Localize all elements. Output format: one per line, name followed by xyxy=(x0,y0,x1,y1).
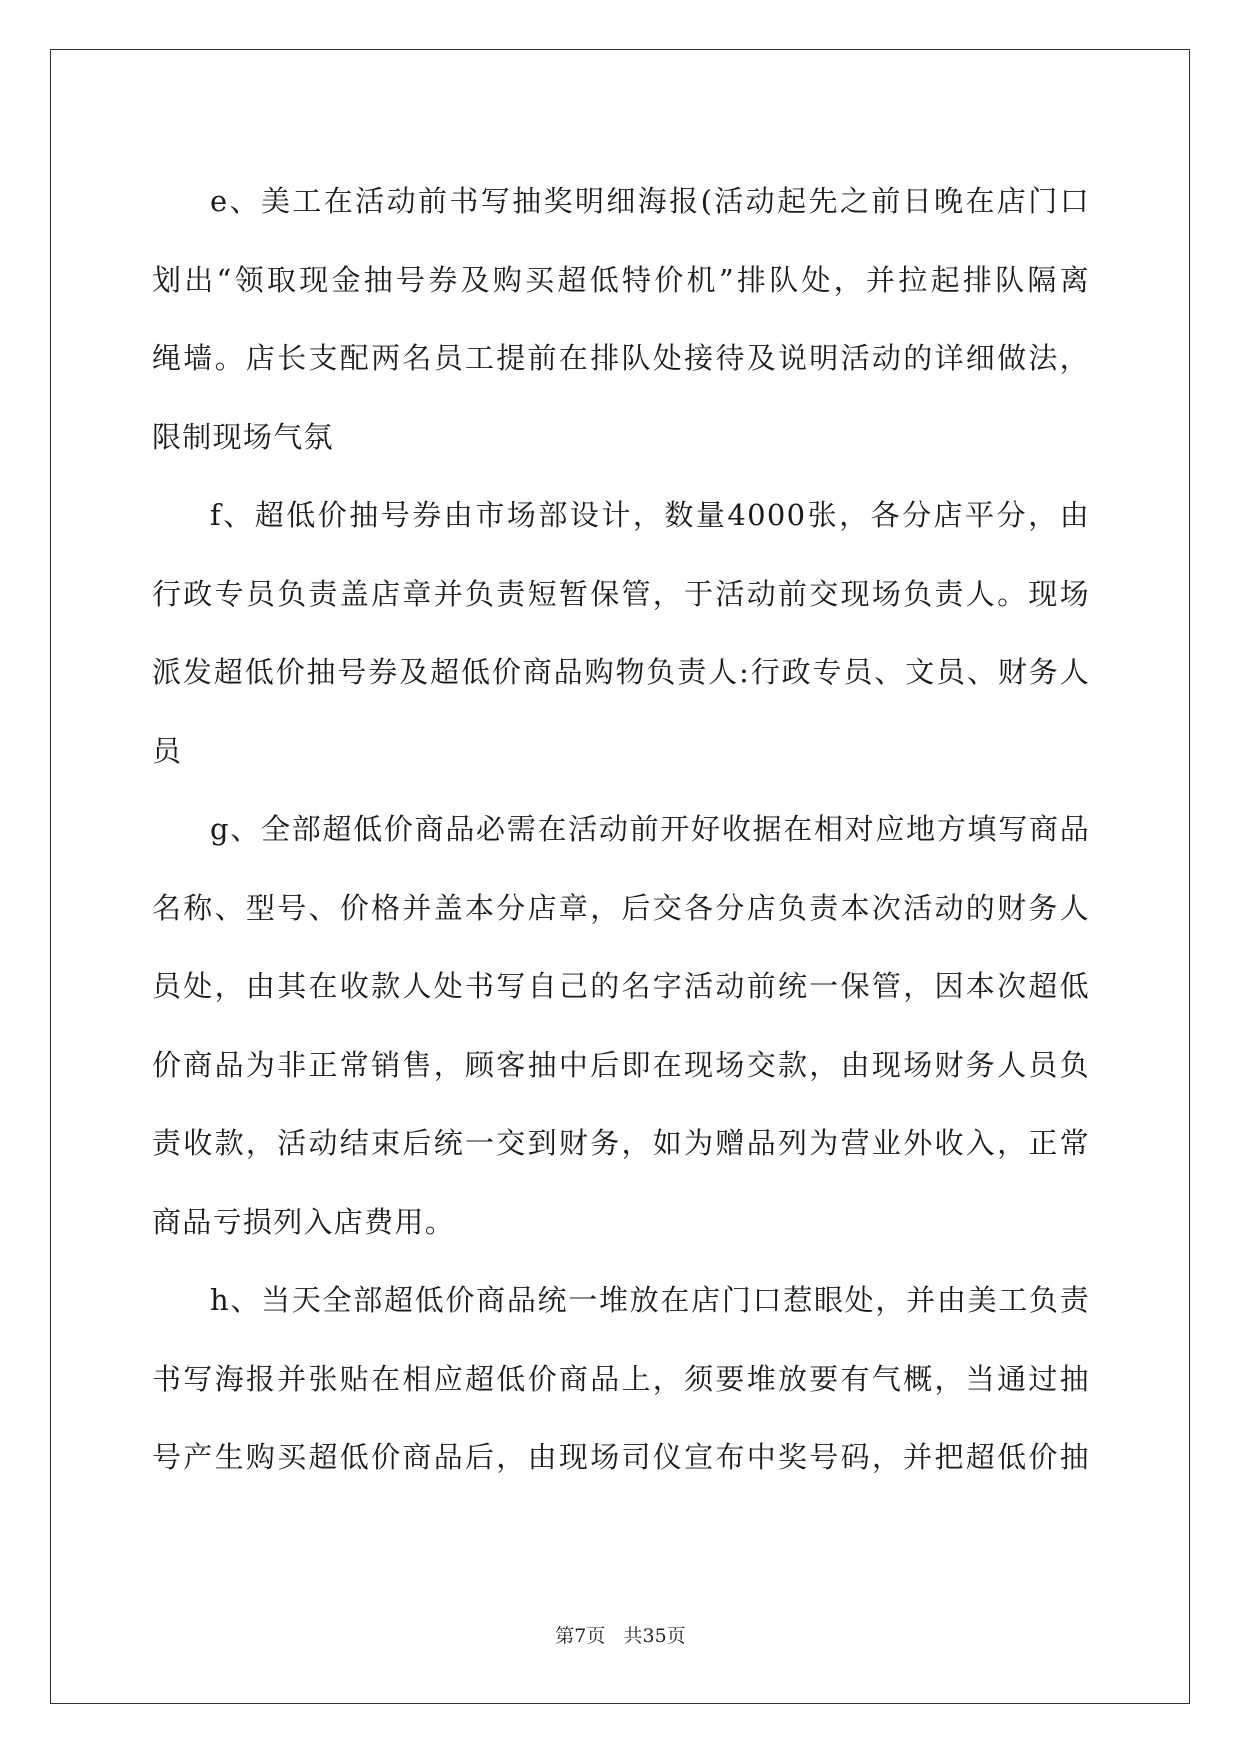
page-footer xyxy=(0,1621,1241,1648)
text-line: 划出“领取现金抽号券及购买超低特价机”排队处，并拉起排队隔离 xyxy=(152,262,1090,297)
text-line: e、美工在活动前书写抽奖明细海报(活动起先之前日晚在店门口 xyxy=(210,184,1090,218)
text-line: 名称、型号、价格并盖本分店章，后交各分店负责本次活动的财务人 xyxy=(152,890,1090,925)
text-line: f、超低价抽号券由市场部设计，数量4000张，各分店平分，由 xyxy=(210,498,1090,532)
text-line: 号产生购买超低价商品后，由现场司仪宣布中奖号码，并把超低价抽 xyxy=(152,1440,1090,1474)
paragraph-h xyxy=(152,1261,1090,1497)
text-line: 价商品为非正常销售，顾客抽中后即在现场交款，由现场财务人员负 xyxy=(152,1047,1090,1082)
text-line: 员 xyxy=(152,733,183,768)
text-line: 绳墙。店长支配两名员工提前在排队处接待及说明活动的详细做法， xyxy=(152,341,1090,375)
paragraph-f xyxy=(152,476,1090,790)
text-line: 派发超低价抽号券及超低价商品购物负责人:行政专员、文员、财务人 xyxy=(152,655,1090,689)
text-line: 限制现场气氛 xyxy=(152,419,334,454)
text-line: 行政专员负责盖店章并负责短暂保管，于活动前交现场负责人。现场 xyxy=(152,576,1090,611)
text-line: h、当天全部超低价商品统一堆放在店门口惹眼处，并由美工负责 xyxy=(210,1283,1090,1317)
document-body xyxy=(152,162,1090,1497)
paragraph-e xyxy=(152,162,1090,476)
text-line: 员处，由其在收款人处书写自己的名字活动前统一保管，因本次超低 xyxy=(152,969,1090,1003)
text-line: g、全部超低价商品必需在活动前开好收据在相对应地方填写商品 xyxy=(210,812,1090,846)
text-line: 商品亏损列入店费用。 xyxy=(152,1204,456,1239)
text-line: 责收款，活动结束后统一交到财务，如为赠品列为营业外收入，正常 xyxy=(152,1126,1090,1160)
text-line: 书写海报并张贴在相应超低价商品上，须要堆放要有气概，当通过抽 xyxy=(152,1361,1090,1396)
page-number: 第7页 共35页 xyxy=(555,1625,686,1647)
paragraph-g xyxy=(152,790,1090,1261)
